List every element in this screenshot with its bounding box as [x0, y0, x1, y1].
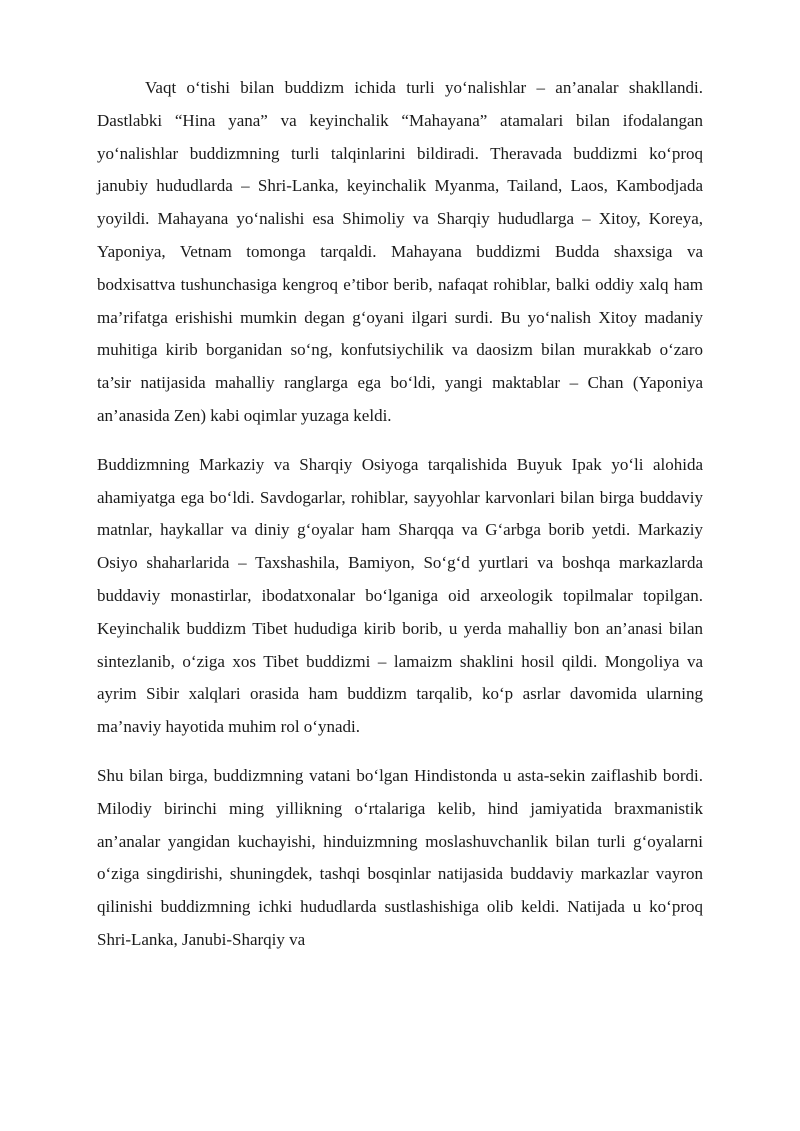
paragraph-2: Buddizmning Markaziy va Sharqiy Osiyoga tarqalishida Buyuk Ipak yo‘li alohida ahamiyatga ega bo‘ldi. Savdogarlar, rohiblar, sayyohlar karvonlari bilan birga buddaviy matnlar, haykallar va diniy g‘oyalar ham Sharqqa va G‘arbga borib yetdi. Markaziy Osiyo shaharlarida – Taxshashila, Bamiyon, So‘g‘d yurtlari va boshqa markazlarda buddaviy monastirlar, ibodatxonalar bo‘lganiga oid arxeologik topilmalar topilgan. Keyinchalik buddizm Tibet hududiga kirib borib, u yerda mahalliy bon an’anasi bilan sintezlanib, o‘ziga xos Tibet buddizmi – lamaizm shaklini hosil qildi. Mongoliya va ayrim Sibir xalqlari orasida ham buddizm tarqalib, ko‘p asrlar davomida ularning ma’naviy hayotida muhim rol o‘ynadi. — [97, 454, 703, 737]
document-body — [97, 72, 703, 973]
paragraph-1: Vaqt o‘tishi bilan buddizm ichida turli yo‘nalishlar – an’analar shakllandi. Dastlabki “Hina yana” va keyinchalik “Mahayana” atamalari bilan ifodalangan yo‘nalishlar buddizmning turli talqinlarini bildiradi. Theravada buddizmi ko‘proq janubiy hududlarda – Shri-Lanka, keyinchalik Myanma, Tailand, Laos, Kambodjada yoyildi. Mahayana yo‘nalishi esa Shimoliy va Sharqiy hududlarga – Xitoy, Koreya, Yaponiya, Vetnam tomonga tarqaldi. Mahayana buddizmi Budda shaxsiga va bodxisattva tushunchasiga kengroq e’tibor berib, nafaqat rohiblar, balki oddiy xalq ham ma’rifatga erishishi mumkin degan g‘oyani ilgari surdi. Bu yo‘nalish Xitoy madaniy muhitiga kirib borganidan so‘ng, konfutsiychilik va daosizm bilan murakkab o‘zaro ta’sir natijasida mahalliy ranglarga ega bo‘ldi, yangi maktablar – Chan (Yaponiya an’anasida Zen) kabi oqimlar yuzaga keldi. — [97, 78, 703, 425]
paragraph-3: Shu bilan birga, buddizmning vatani bo‘lgan Hindistonda u asta-sekin zaiflashib bordi. Milodiy birinchi ming yillikning o‘rtalariga kelib, hind jamiyatida braxmanistik an’analar yangidan kuchayishi, hinduizmning moslashuvchanlik bilan turli g‘oyalarni o‘ziga singdirishi, shuningdek, tashqi bosqinlar natijasida buddaviy markazlar vayron qilinishi buddizmning ichki hududlarda sustlashishiga olib keldi. Natijada u ko‘proq Shri-Lanka, Janubi-Sharqiy va — [97, 765, 703, 949]
